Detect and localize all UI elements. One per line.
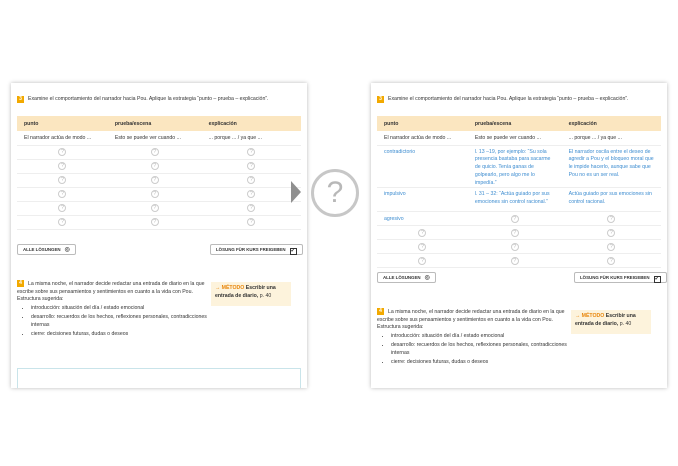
question-mark-icon[interactable]: ?	[247, 162, 255, 170]
arrow-right-icon	[291, 181, 301, 203]
table-row	[17, 215, 301, 229]
structure-label: Estructura sugerida:	[377, 324, 424, 331]
method-hint-box[interactable]	[211, 282, 291, 306]
eye-icon: ◎	[424, 275, 430, 281]
question-mark-icon[interactable]: ?	[58, 190, 66, 198]
list-item: • introducción: situación del día / estado emocional	[31, 305, 207, 313]
question-mark-icon[interactable]: ?	[151, 176, 159, 184]
structure-list	[391, 333, 567, 366]
question-mark-icon[interactable]: ?	[511, 243, 519, 251]
table-cell-answer: Actúa guiado por sus emociones sin control racional.	[562, 188, 661, 212]
all-solutions-label: ALLE LÖSUNGEN	[383, 275, 421, 280]
task-3-text: Examine el comportamiento del narrador hacia Pou. Aplique la estrategia “punto – prueba – explicación”.	[388, 96, 629, 102]
question-mark-icon[interactable]: ?	[247, 148, 255, 156]
release-solution-button[interactable]	[574, 272, 667, 283]
list-item: • desarrollo: recuerdos de los hechos, reflexiones personales, contradicciones internas	[31, 314, 207, 330]
table-row	[377, 212, 661, 226]
question-mark-icon[interactable]: ?	[418, 243, 426, 251]
question-mark-icon[interactable]: ?	[247, 204, 255, 212]
method-arrow-label: → MÉTODO	[215, 285, 245, 291]
table-cell-answer: contradictorio	[377, 145, 468, 188]
table-row	[17, 187, 301, 201]
eye-icon: ◎	[64, 247, 70, 253]
table-cell: Esto se puede ver cuando ...	[468, 131, 562, 145]
table-cell: El narrador actúa de modo ...	[17, 131, 108, 145]
column-header-prueba: prueba/escena	[468, 116, 562, 131]
table-header-row	[377, 116, 661, 131]
question-mark-icon[interactable]: ?	[58, 162, 66, 170]
question-mark-icon[interactable]: ?	[247, 218, 255, 226]
question-mark-icon[interactable]: ?	[151, 190, 159, 198]
question-mark-icon: ?	[311, 169, 359, 217]
task-4-text: La misma noche, el narrador decide redactar una entrada de diario en la que escribe sobre sus pensamientos y sentimientos en cuanto a la vida con Pou.	[17, 280, 205, 295]
method-title: Escribir una entrada de diario,	[215, 285, 276, 299]
checkbox-checked-icon[interactable]: ✓	[290, 248, 296, 254]
list-item: • introducción: situación del día / estado emocional	[391, 333, 567, 341]
question-mark-icon[interactable]: ?	[607, 243, 615, 251]
list-item: • desarrollo: recuerdos de los hechos, reflexiones personales, contradicciones internas	[391, 342, 567, 358]
task-4-block	[17, 280, 207, 339]
release-solution-label: LÖSUNG FÜR KURS FREIGEBEN	[216, 247, 286, 252]
question-mark-icon[interactable]: ?	[151, 218, 159, 226]
question-mark-icon[interactable]: ?	[151, 162, 159, 170]
table-row	[377, 145, 661, 188]
column-header-explicacion: explicación	[562, 116, 661, 131]
task-number-badge: 3	[17, 96, 24, 103]
table-row	[17, 173, 301, 187]
table-row	[377, 240, 661, 254]
release-solution-button[interactable]	[210, 244, 303, 255]
structure-label: Estructura sugerida:	[17, 296, 64, 303]
table-row	[17, 201, 301, 215]
question-mark-icon[interactable]: ?	[607, 257, 615, 265]
table-cell: Esto se puede ver cuando ...	[108, 131, 202, 145]
table-cell: ... porque ... / ya que ...	[562, 131, 661, 145]
method-hint-box[interactable]	[571, 310, 651, 334]
question-mark-icon[interactable]: ?	[418, 229, 426, 237]
table-cell-answer: impulsivo	[377, 188, 468, 212]
task-4-text: La misma noche, el narrador decide redactar una entrada de diario en la que escribe sobre sus pensamientos y sentimientos en cuanto a la vida con Pou.	[377, 308, 565, 323]
table-row	[377, 254, 661, 268]
table-row	[17, 159, 301, 173]
release-solution-label: LÖSUNG FÜR KURS FREIGEBEN	[580, 275, 650, 280]
column-header-explicacion: explicación	[202, 116, 301, 131]
question-mark-icon[interactable]: ?	[58, 218, 66, 226]
method-arrow-label: → MÉTODO	[575, 313, 605, 319]
table-cell-answer: agresivo	[377, 212, 468, 226]
answer-textbox[interactable]	[17, 368, 301, 388]
table-row	[377, 188, 661, 212]
task-4-block	[377, 308, 567, 367]
question-mark-icon[interactable]: ?	[607, 229, 615, 237]
ppe-table	[377, 116, 661, 268]
table-cell: El narrador actúa de modo ...	[377, 131, 468, 145]
all-solutions-button[interactable]	[377, 272, 436, 283]
column-header-prueba: prueba/escena	[108, 116, 202, 131]
question-mark-icon[interactable]: ?	[607, 215, 615, 223]
method-page: p. 40	[619, 320, 632, 327]
task-number-badge: 3	[377, 96, 384, 103]
right-panel	[371, 83, 667, 388]
task-number-badge: 4	[17, 280, 24, 287]
question-mark-icon[interactable]: ?	[151, 204, 159, 212]
table-row	[17, 145, 301, 159]
column-header-punto: punto	[17, 116, 108, 131]
method-title: Escribir una entrada de diario,	[575, 313, 636, 327]
question-mark-icon[interactable]: ?	[58, 176, 66, 184]
table-cell-answer: El narrador oscila entre el deseo de agredir a Pou y el bloqueo moral que le impide hacerlo, aunque sabe que Pou no es un ser real.	[562, 145, 661, 188]
question-mark-icon[interactable]: ?	[58, 204, 66, 212]
question-mark-icon[interactable]: ?	[418, 257, 426, 265]
table-cell-answer: l. 31 – 32: “Actúa guiado por sus emociones sin control racional.”	[468, 188, 562, 212]
left-panel	[11, 83, 307, 388]
table-row	[377, 226, 661, 240]
list-item: • cierre: decisiones futuras, dudas o deseos	[31, 331, 207, 339]
checkbox-checked-icon[interactable]: ✓	[654, 276, 660, 282]
list-item: • cierre: decisiones futuras, dudas o deseos	[391, 359, 567, 367]
all-solutions-label: ALLE LÖSUNGEN	[23, 247, 61, 252]
table-cell-answer: l. 13 –19, por ejemplo: “Su sola presencia bastaba para sacarme de quicio. Tenía ganas de golpearlo, pero algo me lo impedía.”	[468, 145, 562, 188]
task-number-badge: 4	[377, 308, 384, 315]
question-mark-icon[interactable]: ?	[511, 229, 519, 237]
structure-list	[31, 305, 207, 338]
table-cell: ... porque ... / ya que ...	[202, 131, 301, 145]
task-3-instruction	[377, 96, 661, 104]
task-3-text: Examine el comportamiento del narrador hacia Pou. Aplique la estrategia “punto – prueba – explicación”.	[28, 96, 269, 102]
column-header-punto: punto	[377, 116, 468, 131]
task-3-instruction	[17, 96, 301, 104]
method-page: p. 40	[259, 292, 272, 299]
question-mark-icon[interactable]: ?	[247, 190, 255, 198]
question-mark-icon[interactable]: ?	[58, 148, 66, 156]
ppe-table	[17, 116, 301, 230]
question-mark-icon[interactable]: ?	[511, 215, 519, 223]
question-mark-icon[interactable]: ?	[247, 176, 255, 184]
table-row	[377, 131, 661, 145]
all-solutions-button[interactable]	[17, 244, 76, 255]
table-row	[17, 131, 301, 145]
question-mark-icon[interactable]: ?	[511, 257, 519, 265]
question-mark-icon[interactable]: ?	[151, 148, 159, 156]
table-header-row	[17, 116, 301, 131]
